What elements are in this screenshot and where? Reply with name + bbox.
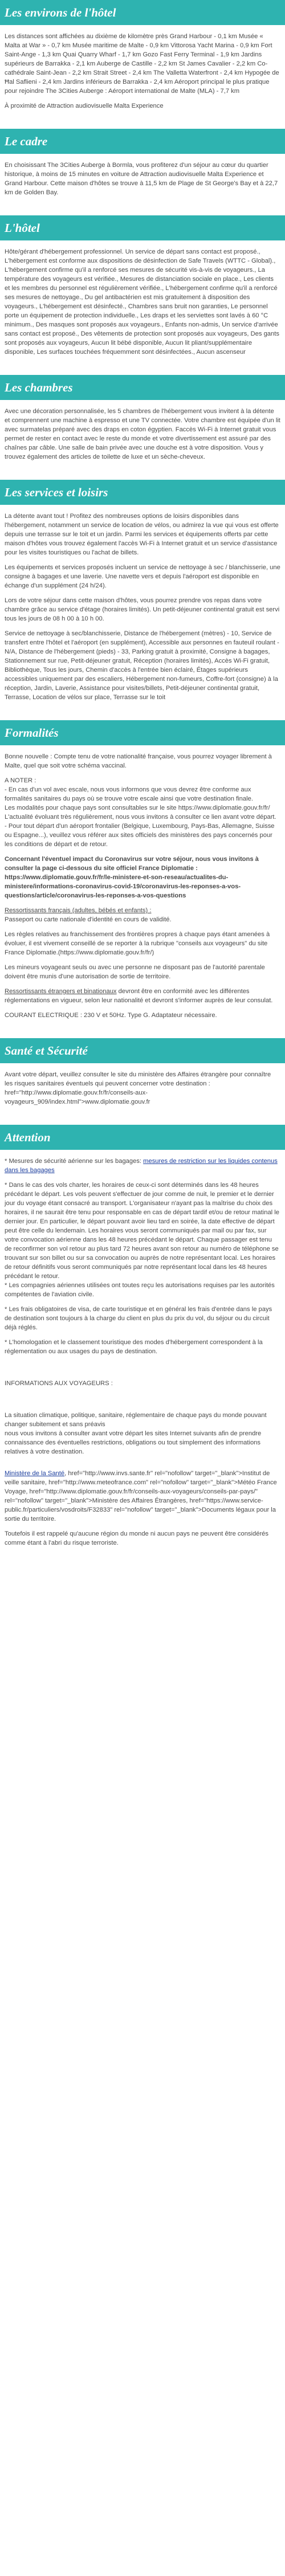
services-text-2: Les équipements et services proposés incluent un service de nettoyage à sec / blanchisserie, une consigne à bagages et une laverie. Une navette vers et depuis l'aéroport est disponible en échange d'un supplément (24 h/24). <box>5 564 280 589</box>
formalites-foreigners-heading: Ressortissants étrangers et binationaux <box>5 988 117 995</box>
attention-luggage-text: * Mesures de sécurité aérienne sur les bagages: <box>5 1158 144 1165</box>
section-title-attention: Attention <box>0 1125 285 1150</box>
formalites-electricity: COURANT ELECTRIQUE : 230 V et 50Hz. Type G. Adaptateur nécessaire. <box>5 1012 217 1019</box>
section-title-services: Les services et loisirs <box>0 480 285 505</box>
formalites-text-1: Bonne nouvelle : Compte tenu de votre nationalité française, vous pourrez voyager librement à Malte, quel que soit votre schéma vaccinal. <box>5 753 272 769</box>
section-body-cadre <box>0 154 285 215</box>
health-ministry-link[interactable]: Ministère de la Santé <box>5 1470 65 1477</box>
section-body-attention <box>0 1150 285 1566</box>
environs-nearby-text: À proximité de Attraction audiovisuelle Malta Experience <box>5 103 164 109</box>
section-body-sante <box>0 1063 285 1125</box>
section-body-environs <box>0 25 285 129</box>
formalites-text-6: Les mineurs voyageant seuls ou avec une personne ne disposant pas de l'autorité parentale doivent être munis d'une autorisation de sortie de territoire. <box>5 964 265 980</box>
hotel-text: Hôte/gérant d'hébergement professionnel. Un service de départ sans contact est proposé., L'hébergement est conforme aux dispositions de désinfection de Safe Travels (WTTC - Global)., L'hébergement confirme qu'il a renforcé ses mesures de sécurité vis-à-vis de voyageurs., La température des voyageurs est vérifiée., Mesures de distanciation sociale en place., Les clients et les membres du personnel est régulièrement vérifiée., L'hébergement confirme qu'il a renforcé ses mesures de nettoyage., Du gel antibactérien est mis gratuitement à disposition des voyageurs., L'hébergement est désinfecté., Chambres sans bruit non garanties, Le personnel porte un équipement de protection individuelle., Les draps et les serviettes sont lavés à 60 °C minimum., Des masques sont proposés aux voyageurs., Enfants non-admis, Un service d'arrivée sans contact est proposé., Des vêtements de protection sont proposés aux voyageurs, Des gants sont proposés aux voyageurs, Aucun lit bébé disponible, Aucun lit pliant/supplémentaire disponible, Les surfaces touchées fréquemment sont désinfectées., Aucun ascenseur <box>5 248 279 356</box>
section-sante <box>0 1038 285 1125</box>
formalites-nationals-heading: Ressortissants français (adultes, bébés et enfants) : <box>5 907 152 914</box>
formalites-nationals-text: Passeport ou carte nationale d'identité en cours de validité. <box>5 916 172 923</box>
spacer <box>5 1394 280 1411</box>
section-title-hotel: L'hôtel <box>0 215 285 240</box>
section-services <box>0 480 285 720</box>
attention-links <box>5 1469 280 1524</box>
attention-charter-text: * Dans le cas des vols charter, les horaires de ceux-ci sont déterminés dans les 48 heures précédant le départ. Les vols peuvent s'effectuer de jour comme de nuit, le premier et le dernier jour du voyage étant consacré au transport. L'organisateur n'ayant pas la maîtrise du choix des horaires, il ne saurait être tenu pour responsable en cas de départ tardif et/ou de retour matinal le dernier jour. En particulier, le départ pouvant avoir lieu tard en soirée, la date effective de départ peut être celle du lendemain. Les horaires vous seront communiqués par mail ou par fax, sur votre convocation aérienne dans les 48 heures précédant le départ. Chaque passager est tenu de reconfirmer son vol retour au plus tard 72 heures avant son retour au numéro de téléphone se trouvant sur son billet ou sur sa convocation ou auprès de notre représentant local. Les horaires de retour définitifs vous seront communiqués par notre représentant local dans les 48 heures précédant le retour. * Les compagnies aériennes utilisées ont toutes reçu les autorisations requises par les autorités compétentes de l'aviation civile. <box>5 1182 279 1298</box>
chambres-text: Avec une décoration personnalisée, les 5 chambres de l'hébergement vous invitent à la détente et comprennent une machine à espresso et une TV connectée. Votre chambre est équipée d'un lit avec surmatelas préparé avec des draps en coton égyptien. Faccès Wi-Fi à Internet gratuit vous permet de rester en contact avec le reste du monde et votre divertissement est assuré par des chaînes par câble. Une salle de bain privée avec une douche est à votre disposition. Vous y trouvez également des articles de toilette de luxe et un sèche-cheveux. <box>5 408 280 460</box>
environs-distances-text: Les distances sont affichées au dixième de kilomètre près Grand Harbour - 0,1 km Musée « Malta at War » - 0,7 km Musée maritime de Malte - 0,9 km Vittorosa Yacht Marina - 0,9 km Fort Saint-Ange - 1,3 km Quai Quarry Wharf - 1,7 km Gozo Fast Ferry Terminal - 1,9 km Jardins supérieurs de Barrakka - 2,1 km Auberge de Castille - 2,2 km St James Cavalier - 2,2 km Co-cathédrale Saint-Jean - 2,2 km Strait Street - 2,4 km The Valletta Waterfront - 2,4 km Hypogée de Ħal Saflieni - 2,4 km Jardins inférieurs de Barrakka - 2,4 km Aéroport principal le plus pratique pour rejoindre The 3Cities Auberge : Aéroport international de Malte (MLA) - 7,7 km <box>5 33 279 95</box>
section-body-services <box>0 505 285 720</box>
section-title-environs: Les environs de l'hôtel <box>0 0 285 25</box>
section-body-formalites <box>0 745 285 1038</box>
section-title-sante: Santé et Sécurité <box>0 1038 285 1063</box>
spacer <box>5 1362 280 1379</box>
section-formalites <box>0 720 285 1038</box>
attention-links-text: , href="http://www.invs.sante.fr" rel="nofollow" target="_blank">Institut de veille sanitaire, href="http://www.meteofrance.com" rel="nofollow" target="_blank">Météo France Voyage, href="http://www.diplomatie.gouv.fr/fr/conseils-aux-voyageurs/conseils-par-pays/" rel="nofollow" target="_blank">Ministère des Affaires Étrangères, href="https://www.service-public.fr/particuliers/vosdroits/F32833" rel="nofollow" target="_blank">Documents légaux pour la sortie du territoire. <box>5 1470 277 1522</box>
services-text-1: La détente avant tout ! Profitez des nombreuses options de loisirs disponibles dans l'hébergement, notamment un service de location de vélos, ou admirez la vue qui vous est offerte depuis une terrasse sur le toit et un jardin. Parmi les services et équipements offerts par cette maison d'hôtes vous trouvez également l'accès Wi-Fi à Internet gratuit et un service d'assistance pour les visites touristiques ou l'achat de billets. <box>5 513 279 556</box>
section-chambres <box>0 375 285 480</box>
sante-text: Avant votre départ, veuillez consulter le site du ministère des Affaires étrangère pour connaître les risques sanitaires éventuels qui peuvent concerner votre destination : href="http://www.diplomatie.gouv.fr/fr/conseils-aux-voyageurs_909/index.html">www.diplomatie.gouv.fr <box>5 1071 271 1105</box>
formalites-text-5: Les règles relatives au franchissement des frontières propres à chaque pays étant amenées à évoluer, il est vivement conseillé de se reporter à la rubrique "conseils aux voyageurs" du site France Diplomatie.(https://www.diplomatie.gouv.fr/fr/) <box>5 931 270 956</box>
attention-situation-text: La situation climatique, politique, sanitaire, réglementaire de chaque pays du monde pouvant changer subitement et sans préavis nous vous invitons à consulter avant votre départ les sites Internet suivants afin de prendre connaissance des éventuelles restrictions, obligations ou tout simplement des informations relatives à votre destination. <box>5 1412 267 1455</box>
section-cadre <box>0 129 285 215</box>
formalites-foreigners <box>5 987 280 1005</box>
cadre-text: En choisissant The 3Cities Auberge à Bormla, vous profiterez d'un séjour au cœur du quartier historique, à moins de 15 minutes en voiture de Attraction audiovisuelle Malta Experience et Grand Harbour. Cette maison d'hôtes se trouve à 11,5 km de Plage de St George's Bay et à 22,7 km de Golden Bay. <box>5 162 278 196</box>
attention-fees-text: * Les frais obligatoires de visa, de carte touristique et en général les frais d'entrée dans le pays de destination sont toujours à la charge du client en plus du prix du vol, du séjour ou du circuit déjà réglés. <box>5 1306 272 1331</box>
attention-classification-text: * L'homologation et le classement touristique des modes d'hébergement correspondent à la réglementation ou aux usages du pays de destination. <box>5 1339 263 1355</box>
formalites-nationals <box>5 906 280 924</box>
section-body-chambres <box>0 400 285 480</box>
formalites-foreigners-text: devront être en conformité avec les différentes réglementations en vigueur, selon leur nationalité et devront s'informer auprès de leur consulat. <box>5 988 273 1004</box>
section-body-hotel <box>0 240 285 375</box>
services-text-4: Service de nettoyage à sec/blanchisserie, Distance de l'hébergement (mètres) - 10, Service de transfert entre l'hôtel et l'aéroport (en supplément), Accessible aux personnes en fauteuil roulant - N/A, Distance de l'hébergement (pieds) - 33, Parking gratuit à proximité, Consigne à bagages, Stationnement sur rue, Petit-déjeuner gratuit, Réception (horaires limités), Accès Wi-Fi gratuit, Bibliothèque, Tous les jours, Chemin d'accès à l'entrée bien éclairé, Étages supérieurs accessibles uniquement par des escaliers, Hébergement non-fumeurs, Coffre-fort (consigne) à la réception, Jardin, Laverie, Assistance pour visites/billets, Petit-déjeuner continental gratuit, Terrasse, Location de vélos sur place, Terrasse sur le toit <box>5 630 279 701</box>
attention-terror-text: Toutefois il est rappelé qu'aucune région du monde ni aucun pays ne peuvent être considérés comme étant à l'abri du risque terroriste. <box>5 1530 268 1546</box>
spacer <box>5 1462 280 1469</box>
formalites-text-3: Concernant l'éventuel impact du Coronavirus sur votre séjour, nous vous invitons à consulter la page ci-dessous du site officiel France Diplomatie : https://www.diplomatie.gouv.fr/fr/le-ministere-et-son-reseau/actualites-du-ministere/informations-coronavirus-covid-19/coronavirus-les-reponses-a-vos-questions/article/coronavirus-les-reponses-a-vos-questions <box>5 856 259 899</box>
section-attention <box>0 1125 285 1566</box>
section-title-formalites: Formalités <box>0 720 285 745</box>
attention-luggage <box>5 1157 280 1175</box>
section-hotel <box>0 215 285 375</box>
section-environs <box>0 0 285 129</box>
liquids-restriction-link[interactable]: mesures de restriction sur les liquides contenus dans les bagages <box>5 1158 278 1174</box>
formalites-text-2: A NOTER : - En cas d'un vol avec escale, nous vous informons que vous devrez être conforme aux formalités sanitaires du pays où se trouve votre escale ainsi que votre destination finale. Les modalités pour chaque pays sont consultables sur le site https://www.diplomatie.gouv.fr/fr/ L'actualité évoluant très régulièrement, nous vous invitons à consulter ce lien avant votre départ. - Pour tout départ d'un aéroport frontalier (Belgique, Luxembourg, Pays-Bas, Allemagne, Suisse ou Espagne...), veuillez vous référer aux sites officiels des ministères des pays concernés pour les conditions de départ et de retour. <box>5 777 276 848</box>
section-title-chambres: Les chambres <box>0 375 285 400</box>
attention-travelers-heading: INFORMATIONS AUX VOYAGEURS : <box>5 1380 113 1387</box>
section-title-cadre: Le cadre <box>0 129 285 154</box>
services-text-3: Lors de votre séjour dans cette maison d'hôtes, vous pourrez prendre vos repas dans votre chambre grâce au service d'étage (horaires limités). Un petit-déjeuner continental gratuit est servi tous les jours de 08 h 00 à 10 h 00. <box>5 597 280 622</box>
